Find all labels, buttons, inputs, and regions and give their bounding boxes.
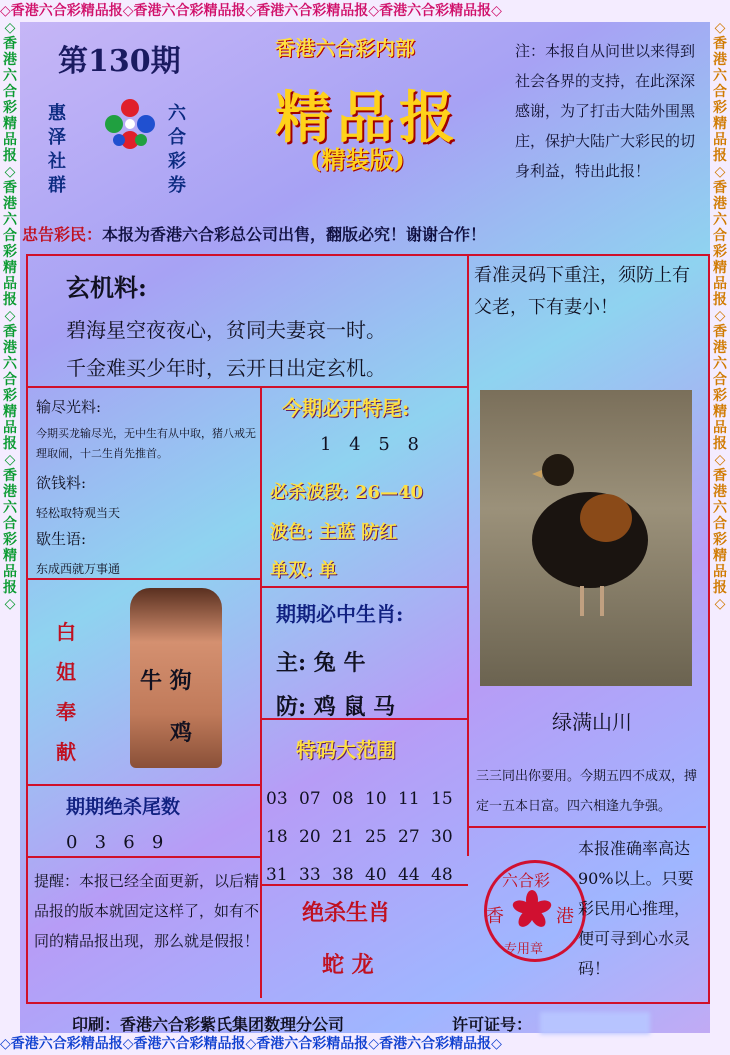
lose-label: 输尽光料: bbox=[36, 398, 102, 416]
tail-title: 今期必开特尾: bbox=[282, 396, 410, 420]
mystery-line-2: 千金难买少年时，云开日出定玄机。 bbox=[66, 356, 386, 380]
girl-overlay-2: 鸡 bbox=[170, 720, 193, 746]
divider bbox=[468, 826, 706, 828]
range-number: 15 bbox=[431, 789, 453, 809]
tail-numbers: 1 4 5 8 bbox=[320, 434, 425, 455]
chicken-caption: 绿满山川 bbox=[552, 710, 632, 734]
divider bbox=[467, 256, 469, 856]
border-bottom-text: ◇香港六合彩精品报◇香港六合彩精品报◇香港六合彩精品报◇香港六合彩精品报◇ bbox=[0, 1036, 502, 1052]
mystery-line-1: 碧海星空夜夜心，贫同夫妻哀一时。 bbox=[66, 318, 386, 342]
stamp-bottom: 专用章 bbox=[504, 942, 544, 957]
license-number-redacted bbox=[540, 1012, 650, 1034]
range-number: 21 bbox=[332, 827, 354, 847]
footer-print: 印刷：香港六合彩紫氏集团数理分公司 bbox=[72, 1015, 345, 1034]
zodiac-title: 期期必中生肖: bbox=[276, 602, 404, 626]
kill-zodiac-title: 绝杀生肖 bbox=[302, 900, 391, 926]
divider bbox=[262, 586, 468, 588]
zodiac-main: 主: 兔 牛 bbox=[276, 650, 366, 676]
range-number: 03 bbox=[266, 789, 288, 809]
range-number: 33 bbox=[299, 865, 321, 885]
stamp-top: 六合彩 bbox=[502, 871, 551, 890]
club-name-right: 六合彩券 bbox=[168, 103, 186, 196]
warning-line bbox=[22, 222, 486, 245]
chicken-photo bbox=[480, 390, 692, 686]
range-number: 48 bbox=[431, 865, 453, 885]
saying-text: 东成西就万事通 bbox=[36, 562, 121, 576]
border-right-banner: ◇香港六合彩精品报◇香港六合彩精品报◇香港六合彩精品报◇香港六合彩精品报◇ bbox=[710, 20, 730, 1035]
reminder: 提醒：本报已经全面更新，以后精品报的版本就固定这样了，如有不同的精品报出现，那么就是假报！ bbox=[34, 872, 260, 950]
range-number: 11 bbox=[398, 789, 420, 809]
range-number: 08 bbox=[332, 789, 354, 809]
warning-label: 忠告彩民： bbox=[22, 225, 103, 244]
border-top-text: ◇香港六合彩精品报◇香港六合彩精品报◇香港六合彩精品报◇香港六合彩精品报◇ bbox=[0, 3, 502, 19]
footer-license: 许可证号： bbox=[452, 1015, 533, 1034]
stamp-left: 香 bbox=[486, 906, 504, 927]
divider bbox=[28, 578, 260, 580]
supertitle: 香港六合彩内部 bbox=[275, 36, 415, 60]
bauhinia-flower-icon bbox=[512, 890, 552, 930]
header bbox=[20, 22, 710, 194]
mystery-title: 玄机料: bbox=[66, 273, 147, 302]
range-number: 25 bbox=[365, 827, 387, 847]
hen-icon bbox=[480, 390, 692, 686]
border-top-banner bbox=[0, 0, 730, 22]
accuracy-claim: 本报准确率高达90%以上。只要彩民用心推理，便可寻到心水灵码！ bbox=[578, 839, 694, 978]
range-number: 44 bbox=[398, 865, 420, 885]
right-top-advice: 看准灵码下重注，须防上有父老，下有妻小！ bbox=[474, 265, 690, 318]
range-grid bbox=[266, 780, 466, 894]
saying-label: 歇生语: bbox=[36, 530, 87, 548]
divider bbox=[28, 784, 260, 786]
range-row bbox=[266, 856, 466, 894]
warning-text: 本报为香港六合彩总公司出售，翻版必究！谢谢合作！ bbox=[102, 225, 487, 244]
kill-tail-numbers: 0 3 6 9 bbox=[66, 832, 164, 853]
range-row bbox=[266, 818, 466, 856]
range-number: 20 bbox=[299, 827, 321, 847]
range-number: 30 bbox=[431, 827, 453, 847]
divider bbox=[260, 386, 262, 998]
divider bbox=[28, 856, 260, 858]
range-number: 18 bbox=[266, 827, 288, 847]
divider bbox=[28, 386, 468, 388]
issue-number: 第130期 bbox=[58, 44, 181, 79]
kill-tail-title: 期期绝杀尾数 bbox=[66, 796, 181, 818]
wave-color: 波色: 主蓝 防红 bbox=[270, 522, 398, 543]
main-title: 精品报 bbox=[275, 85, 461, 151]
range-number: 07 bbox=[299, 789, 321, 809]
lose-text: 今期买龙输尽光，无中生有从中取，猪八戒无理取闹，十二生肖先推首。 bbox=[36, 427, 256, 460]
wave-kill: 必杀波段: 26—40 bbox=[270, 482, 424, 503]
range-number: 31 bbox=[266, 865, 288, 885]
range-number: 40 bbox=[365, 865, 387, 885]
border-bottom-banner bbox=[0, 1033, 730, 1055]
range-row bbox=[266, 780, 466, 818]
girl-overlay-1: 牛 狗 bbox=[140, 668, 192, 694]
lottery-logo-icon bbox=[100, 94, 160, 154]
range-number: 27 bbox=[398, 827, 420, 847]
kill-zodiac-value: 蛇 龙 bbox=[322, 952, 374, 978]
range-number: 38 bbox=[332, 865, 354, 885]
zodiac-guard: 防: 鸡 鼠 马 bbox=[276, 694, 396, 720]
stamp-right: 港 bbox=[556, 906, 574, 927]
border-left-banner: ◇香港六合彩精品报◇香港六合彩精品报◇香港六合彩精品报◇香港六合彩精品报◇ bbox=[0, 20, 20, 1035]
subtitle: (精装版) bbox=[310, 145, 405, 174]
chicken-verse: 三三同出你要用。今期五四不成双，搏定一五本日富。四六相逢九争强。 bbox=[476, 769, 698, 814]
white-sister-offering: 白姐奉献 bbox=[56, 620, 76, 764]
range-number: 10 bbox=[365, 789, 387, 809]
money-text: 轻松取特观当天 bbox=[36, 506, 121, 520]
range-title: 特码大范围 bbox=[296, 738, 396, 762]
odd-even: 单双: 单 bbox=[270, 560, 337, 581]
club-name-left: 惠泽社群 bbox=[48, 103, 66, 196]
editor-note: 注：本报自从问世以来得到社会各界的支持，在此深深感谢，为了打击大陆外围黑庄，保护大陆广大彩民的切身利益，特出此报！ bbox=[515, 42, 696, 180]
money-label: 欲钱料: bbox=[36, 474, 87, 492]
